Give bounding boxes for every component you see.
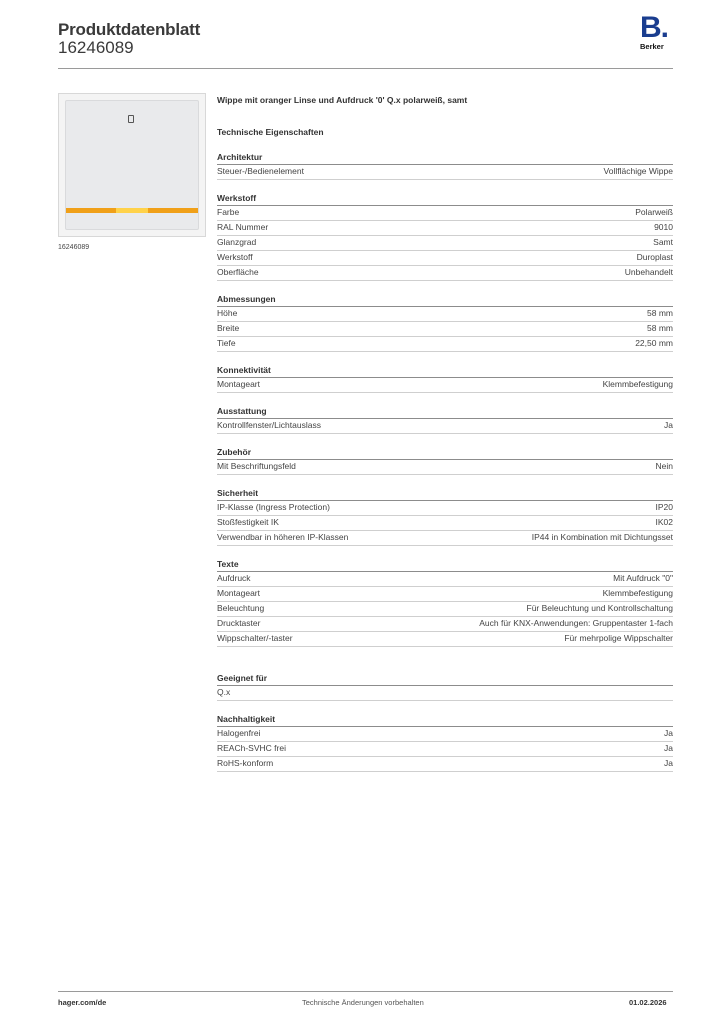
spec-label: Montageart [217,588,260,598]
section-title: Abmessungen [217,293,673,307]
content [217,93,673,772]
section-title: Konnektivität [217,364,673,378]
spec-row [217,587,673,602]
spec-row [217,322,673,337]
control-window-icon [128,115,134,123]
spec-row [217,516,673,531]
spec-value: Klemmbefestigung [602,588,673,598]
spec-label: Tiefe [217,338,236,348]
footer-divider [58,991,673,992]
spec-value: Klemmbefestigung [602,379,673,389]
spec-section [217,151,673,180]
spec-row [217,460,673,475]
spec-row [217,378,673,393]
spec-section [217,405,673,434]
spec-value: Für mehrpolige Wippschalter [564,633,673,643]
section-title: Ausstattung [217,405,673,419]
spec-value: Polarweiß [635,207,673,217]
spec-label: Stoßfestigkeit IK [217,517,279,527]
spec-label: REACh-SVHC frei [217,743,286,753]
section-title: Sicherheit [217,487,673,501]
spec-value: 58 mm [647,323,673,333]
spec-label: Kontrollfenster/Lichtauslass [217,420,321,430]
spec-value: Ja [664,728,673,738]
spec-row [217,727,673,742]
spec-value: Für Beleuchtung und Kontrollschaltung [526,603,673,613]
spec-value: 22,50 mm [635,338,673,348]
spec-row [217,236,673,251]
section-title: Geeignet für [217,672,673,686]
spec-value: Samt [653,237,673,247]
spec-section [217,558,673,647]
spec-row [217,602,673,617]
spec-row [217,251,673,266]
spec-section [217,364,673,393]
lens-glow [116,208,148,213]
spec-label: RAL Nummer [217,222,269,232]
spec-label: RoHS-konform [217,758,274,768]
spec-label: Aufdruck [217,573,251,583]
spec-value: IP44 in Kombination mit Dichtungsset [531,532,673,542]
product-image [58,93,206,237]
spec-label: Breite [217,323,240,333]
spec-row [217,206,673,221]
header-divider [58,68,673,69]
spec-row [217,531,673,546]
spec-value: 9010 [654,222,673,232]
spec-label: Drucktaster [217,618,261,628]
spec-sections [217,151,673,772]
section-title: Architektur [217,151,673,165]
spec-row [217,632,673,647]
section-title: Zubehör [217,446,673,460]
spec-section [217,487,673,546]
spec-label: Mit Beschriftungsfeld [217,461,296,471]
spec-row [217,221,673,236]
spec-value: Ja [664,743,673,753]
tech-subheading: Technische Eigenschaften [217,127,324,137]
spec-row [217,686,673,701]
spec-label: Werkstoff [217,252,253,262]
switch-rocker [65,100,199,230]
spec-value: Auch für KNX-Anwendungen: Gruppentaster 1-fach [479,618,673,628]
spec-label: Wippschalter/-taster [217,633,293,643]
spec-section [217,293,673,352]
section-title: Werkstoff [217,192,673,206]
section-title: Texte [217,558,673,572]
spec-row [217,307,673,322]
footer-date: 01.02.2026 [629,998,667,1007]
spec-row [217,419,673,434]
image-caption: 16246089 [58,244,90,251]
spec-row [217,266,673,281]
logo-mark: B. [640,11,668,44]
spec-label: IP-Klasse (Ingress Protection) [217,502,330,512]
footer-website: hager.com/de [58,998,107,1007]
spec-row [217,501,673,516]
spec-value: IP20 [655,502,673,512]
section-title: Nachhaltigkeit [217,713,673,727]
spec-label: Steuer-/Bedienelement [217,166,304,176]
orange-lens [66,208,198,213]
spec-label: Verwendbar in höheren IP-Klassen [217,532,349,542]
spec-section [217,192,673,281]
spec-value: Unbehandelt [624,267,673,277]
spec-value: IK02 [655,517,673,527]
doc-title: Produktdatenblatt [58,20,201,39]
spec-label: Q.x [217,687,231,697]
spec-value: Duroplast [636,252,673,262]
berker-logo [640,11,674,55]
spec-value: Ja [664,420,673,430]
spec-section [217,672,673,701]
spec-value: 58 mm [647,308,673,318]
spec-value: Vollflächige Wippe [603,166,673,176]
spec-label: Montageart [217,379,260,389]
spec-row [217,757,673,772]
spec-section [217,713,673,772]
spec-label: Farbe [217,207,240,217]
spec-value: Ja [664,758,673,768]
product-title: Wippe mit oranger Linse und Aufdruck '0' Q.x polarweiß, samt [217,95,468,105]
spec-label: Oberfläche [217,267,259,277]
logo-text: Berker [640,42,664,51]
doc-number: 16246089 [58,38,134,57]
spec-label: Halogenfrei [217,728,261,738]
spec-row [217,572,673,587]
spec-row [217,165,673,180]
spec-row [217,742,673,757]
spec-section [217,446,673,475]
spec-label: Höhe [217,308,238,318]
spec-value: Mit Aufdruck "0" [613,573,673,583]
spec-row [217,337,673,352]
spec-value: Nein [655,461,673,471]
spec-label: Beleuchtung [217,603,265,613]
footer-disclaimer: Technische Änderungen vorbehalten [302,998,424,1007]
spec-row [217,617,673,632]
spec-label: Glanzgrad [217,237,257,247]
